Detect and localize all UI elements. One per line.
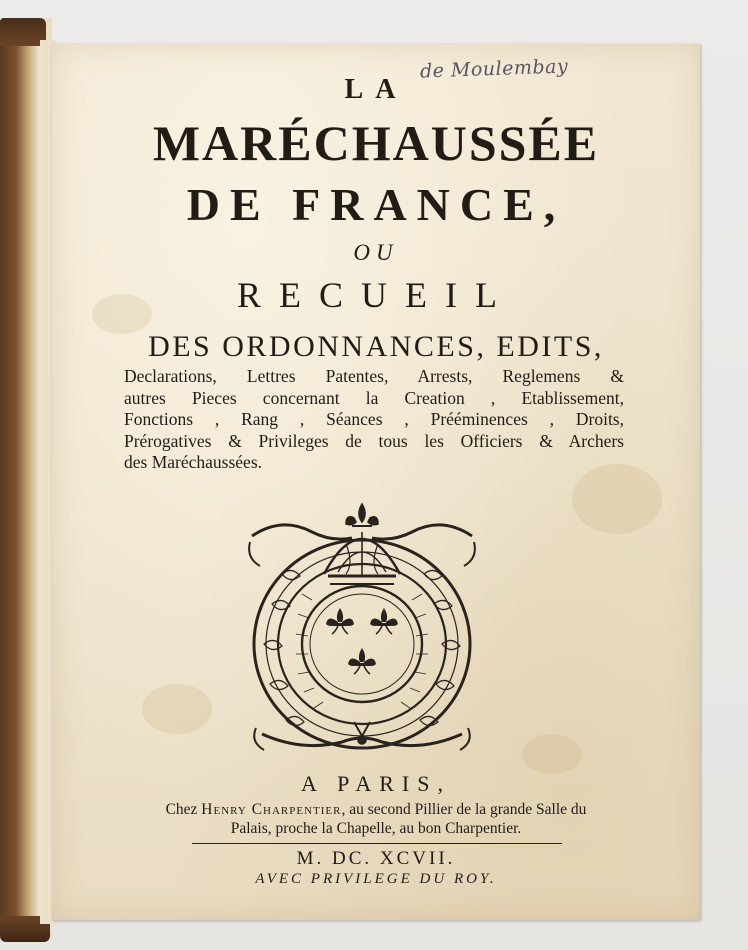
title-line-marechaussee: MARÉCHAUSSÉE [152,115,600,171]
imprint-line-1 [52,801,700,819]
imprint-line-2: Palais, proche la Chapelle, au bon Charpentier. [230,820,522,837]
title-line-recueil: RECUEIL [237,275,515,315]
description-line: Prérogatives & Privileges de tous les Officiers & Archers [124,430,624,451]
description-block [124,366,624,474]
title-line-de-france: DE FRANCE, [186,179,566,230]
royal-arms-fleur-de-lis-icon [242,484,482,764]
royal-privilege: AVEC PRIVILEGE DU ROY. [255,871,497,887]
title-page [52,44,700,920]
publication-year: M. DC. XCVII. [296,848,456,869]
description-line: des Maréchaussées. [124,452,263,472]
title-line-ordonnances: DES ORDONNANCES, EDITS, [148,330,604,363]
foxing-stain [142,684,212,734]
description-line: Declarations, Lettres Patentes, Arrests, Reglemens & [124,366,624,386]
imprint-chez: Chez [165,801,202,818]
imprint-rule [192,843,562,844]
title-line-ou: OU [353,240,399,265]
ownership-signature: de Moulembay [419,55,569,83]
imprint-printer: Henry Charpentier [201,801,342,818]
foxing-stain [522,734,582,774]
description-line: autres Pieces concernant la Creation , Etablissement, [124,387,624,408]
title-line-la: LA [344,74,408,105]
description-line: Fonctions , Rang , Séances , Prééminences , Droits, [124,409,624,429]
imprint-city: A PARIS, [300,771,451,796]
foxing-stain [572,464,662,534]
imprint-address: , au second Pillier de la grande Salle du [341,801,587,818]
